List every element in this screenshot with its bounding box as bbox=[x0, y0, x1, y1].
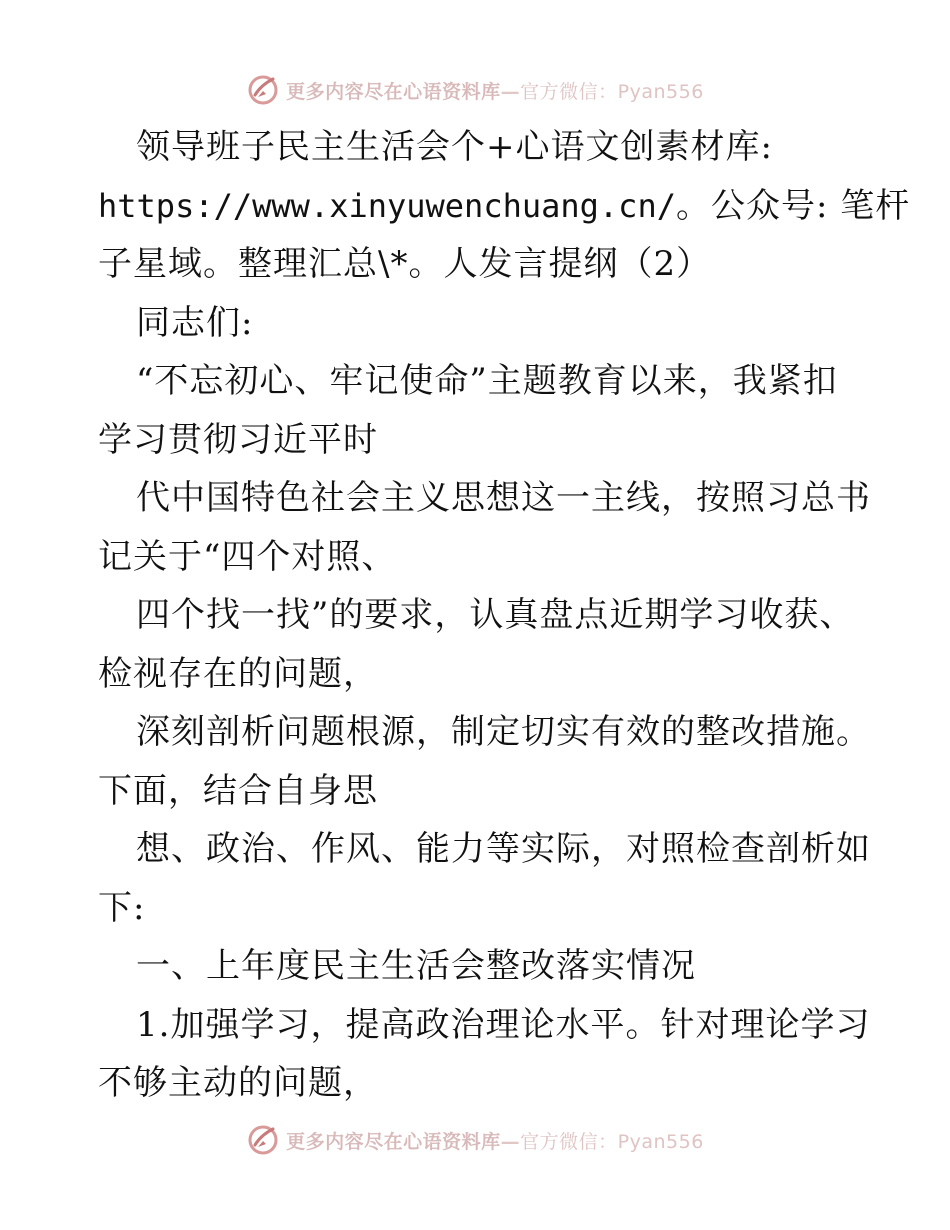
text-line: 下面，结合自身思 bbox=[98, 770, 378, 811]
url-line-rest: 。公众号: 笔杆 bbox=[675, 185, 911, 226]
watermark-banner-top bbox=[0, 72, 950, 108]
text-line: 深刻剖析问题根源，制定切实有效的整改措施。 bbox=[136, 712, 871, 752]
brush-logo-icon bbox=[246, 73, 280, 107]
watermark-text: 更多内容尽在心语资料库—官方微信：Pyan556 bbox=[286, 80, 704, 103]
brush-logo-icon bbox=[246, 1123, 280, 1157]
text-line: 同志们: bbox=[136, 302, 254, 343]
section-heading: 一、上年度民主生活会整改落实情况 bbox=[136, 946, 696, 986]
text-line-url bbox=[98, 177, 911, 236]
text-line: 不够主动的问题， bbox=[98, 1063, 378, 1103]
text-line: 学习贯彻习近平时 bbox=[98, 419, 378, 460]
text-line: 领导班子民主生活会个+心语文创素材库: bbox=[136, 127, 773, 167]
watermark-banner-bottom bbox=[0, 1122, 950, 1158]
text-line: 四个找一找”的要求，认真盘点近期学习收获、 bbox=[136, 595, 855, 635]
text-line: 记关于“四个对照、 bbox=[98, 536, 397, 577]
text-line: 下: bbox=[98, 887, 146, 928]
text-line: 子星域。整理汇总\*。人发言提纲（2） bbox=[98, 244, 712, 284]
text-line: “不忘初心、牢记使命”主题教育以来，我紧扣 bbox=[136, 361, 838, 401]
text-line: 1.加强学习，提高政治理论水平。针对理论学习 bbox=[136, 1004, 871, 1045]
text-line: 代中国特色社会主义思想这一主线，按照习总书 bbox=[136, 478, 871, 518]
url-text: https://www.xinyuwenchuang.cn/ bbox=[98, 186, 676, 225]
document-body bbox=[98, 118, 911, 1113]
text-line: 检视存在的问题， bbox=[98, 653, 378, 694]
text-line: 想、政治、作风、能力等实际，对照检查剖析如 bbox=[136, 829, 871, 869]
watermark-text: 更多内容尽在心语资料库—官方微信：Pyan556 bbox=[286, 1130, 704, 1153]
